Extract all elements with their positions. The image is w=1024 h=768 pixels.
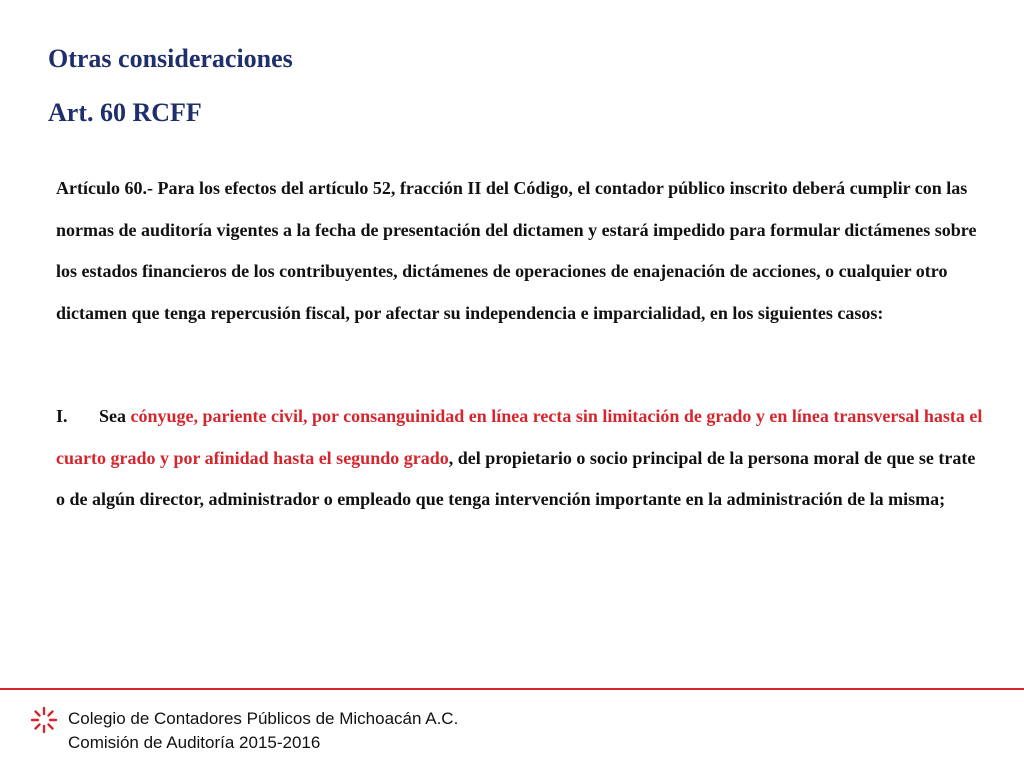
footer-divider [0,688,1024,690]
item-rest: , del propietario o socio principal de la persona moral de que se trate o de algún director, administrador o empleado que tenga intervención importante en la administración de la misma; [56,447,976,509]
article-paragraph: Artículo 60.- Para los efectos del artículo 52, fracción II del Código, el contador público inscrito deberá cumplir con las normas de auditoría vigentes a la fecha de presentación del dictamen y estará impedido para formular dictámenes sobre los estados financieros de los contribuyentes, dictámenes de operaciones de enajenación de acciones, o cualquier otro dictamen que tenga repercusión fiscal, por afectar su independencia e imparcialidad, en los siguientes casos: [56,178,977,323]
item-lead: Sea [99,406,131,426]
list-item-i [56,396,986,521]
logo-icon [28,704,60,736]
item-highlight: cónyuge, pariente civil, por consanguinidad en línea recta sin limitación de grado y en línea transversal hasta el cuarto grado y por afinidad hasta el segundo grado [56,406,983,468]
footer-org-name: Colegio de Contadores Públicos de Michoacán A.C. [68,709,459,728]
slide-subtitle: Art. 60 RCFF [48,98,202,127]
footer-committee: Comisión de Auditoría 2015-2016 [68,733,321,752]
item-numeral: I. [56,406,68,426]
slide-title: Otras consideraciones [48,44,293,73]
